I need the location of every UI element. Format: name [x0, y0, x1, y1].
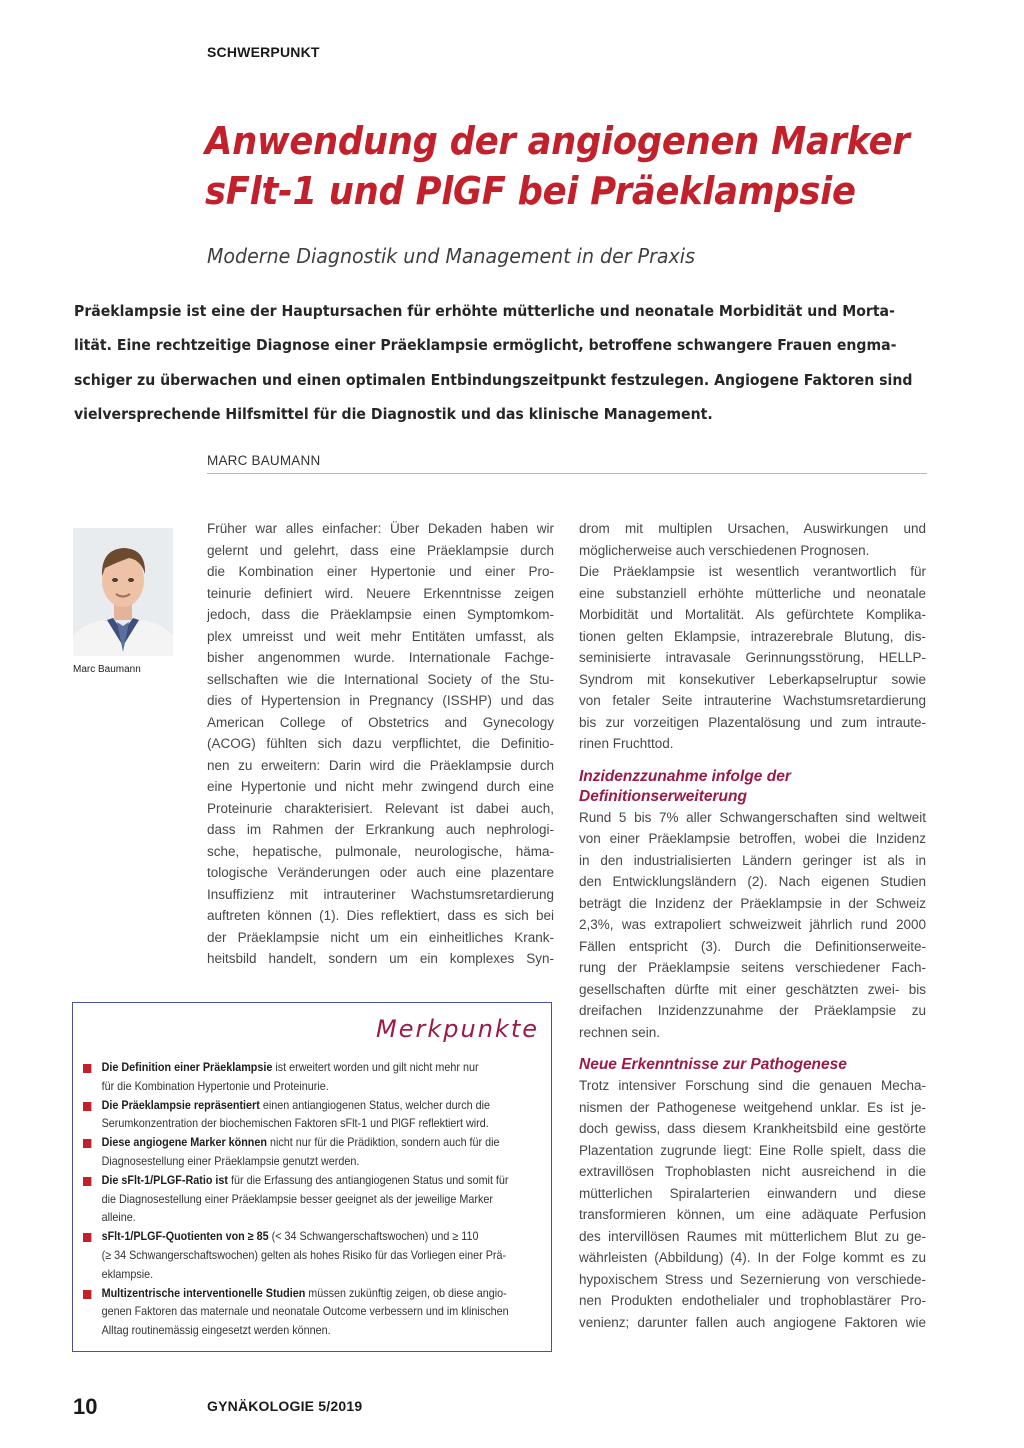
text-line: Insuffizienz mit intrauteriner Wachstumsretardierung — [207, 886, 554, 902]
text-line: jedoch, dass die Präeklampsie einen Symptomkom- — [207, 607, 554, 622]
text-line: Die Präeklampsie ist wesentlich verantwortlich für — [579, 564, 926, 579]
merkpunkte-title: Merkpunkte — [376, 1015, 539, 1043]
text-line: der Präeklampsie nicht um ein einheitliches Krank- — [207, 929, 554, 945]
text-line: eine Hypertonie und nicht mehr zwingend durch eine — [207, 779, 554, 794]
lead-line: vielversprechende Hilfsmittel für die Diagnostik und das klinische Management. — [74, 404, 713, 423]
subheading: Inzidenzzunahme infolge der — [579, 767, 791, 785]
list-item: sFlt-1/PLGF-Quotienten von ≥ 85 (< 34 Schwangerschaftswochen) und ≥ 110 (≥ 34 Schwangerschaftswochen) gelten als hohes Risiko für das Vorliegen einer Prä- eklampsie. — [83, 1228, 539, 1284]
text-line: extravillösen Trophoblasten nicht ausreichend in die — [579, 1164, 926, 1179]
list-item: Die sFlt-1/PLGF-Ratio ist für die Erfassung des antiangiogenen Status und somit für die Diagnosestellung einer Präeklampsie besser geeignet als der jeweilige Marker alleine. — [83, 1172, 539, 1228]
text-line: Früher war alles einfacher: Über Dekaden haben wir — [207, 521, 554, 536]
text-line: heitsbild handelt, sondern um ein komplexes Syn- — [207, 951, 554, 966]
text-line: gesellschaften dürfte mit einer geschätzten zwei- bis — [579, 981, 926, 997]
text-line: tionen gelten Eklampsie, intrazerebrale Blutung, dis- — [579, 628, 926, 644]
text-line: eine substanziell erhöhte mütterliche und neonatale — [579, 585, 926, 601]
text-line: Trotz intensiver Forschung sind die genauen Mecha- — [579, 1078, 926, 1093]
text-line: rung der Präeklampsie seitens verschiedener Fach- — [579, 960, 926, 975]
lead-paragraph — [74, 294, 928, 431]
text-line: plex umreisst und weit mehr Entitäten umfasst, als — [207, 628, 554, 644]
text-line: bis zur vorzeitigen Plazentalösung und zum intraute- — [579, 714, 926, 730]
text-line: Proteinurie charakterisiert. Relevant ist dabei auch, — [207, 800, 554, 816]
red-square-bullet-icon — [83, 1233, 91, 1242]
section-label: SCHWERPUNKT — [207, 44, 320, 60]
text-line: nen Produkten endothelialer und trophoblastärer Pro- — [579, 1293, 926, 1308]
list-item: Multizentrische interventionelle Studien müssen zukünftig zeigen, ob diese angio- genen Faktoren das maternale und neonatale Outcome verbessern und im klinischen Alltag routinemässig eingesetzt werden können. — [83, 1285, 539, 1341]
paragraph-gap — [579, 1043, 926, 1055]
red-square-bullet-icon — [83, 1290, 91, 1299]
journal-issue: GYNÄKOLOGIE 5/2019 — [207, 1398, 363, 1414]
title-line: Anwendung der angiogenen Marker — [205, 119, 910, 163]
text-line: 2,3%, was extrapoliert schweizweit jährlich rund 2000 — [579, 917, 926, 932]
text-line: hypoxischem Stress und Sezernierung von verschiede- — [579, 1271, 926, 1287]
author-name: MARC BAUMANN — [207, 453, 321, 468]
list-item: Die Definition einer Präeklampsie ist erweitert worden und gilt nicht mehr nur für die Kombination Hypertonie und Proteinurie. — [83, 1059, 539, 1097]
text-line: (ACOG) fühlten sich dazu verpflichtet, die Definitio- — [207, 736, 554, 751]
text-line: drom mit multiplen Ursachen, Auswirkungen und — [579, 521, 926, 536]
text-line: sche, hepatische, pulmonale, neurologische, häma- — [207, 843, 554, 859]
text-line: rinen Fruchttod. — [579, 736, 674, 751]
text-line: in den industrialisierten Ländern geringer ist als in — [579, 852, 926, 868]
author-portrait-icon — [73, 528, 173, 656]
text-line: bisher angenommen wurde. Internationale Fachge- — [207, 650, 554, 665]
article-subtitle: Moderne Diagnostik und Management in der Praxis — [207, 244, 695, 268]
subheading: Definitionserweiterung — [579, 787, 747, 805]
list-item: Die Präeklampsie repräsentiert einen antiangiogenen Status, welcher durch die Serumkonzentration der biochemischen Faktoren sFlt-1 und PlGF reflektiert wird. — [83, 1097, 539, 1135]
merkpunkte-list — [83, 1059, 541, 1341]
merkpunkte-box — [72, 1002, 552, 1352]
list-item: Diese angiogene Marker können nicht nur für die Prädiktion, sondern auch für die Diagnosestellung einer Präeklampsie genutzt werden. — [83, 1134, 539, 1172]
text-line: transformieren können, um eine adäquate Perfusion — [579, 1207, 926, 1222]
text-line: Syndrom mit konsekutiver Leberkapselruptur sowie — [579, 671, 926, 687]
author-photo — [73, 528, 173, 656]
text-line: sellschaften wie die International Society of the Stu- — [207, 671, 554, 687]
red-square-bullet-icon — [83, 1177, 91, 1186]
lead-line: Präeklampsie ist eine der Hauptursachen für erhöhte mütterliche und neonatale Morbidität und Morta- — [74, 302, 895, 320]
text-line: Morbidität und Mortalität. Als gefürchtete Komplika- — [579, 607, 926, 622]
text-line: währleisten (Abbildung) (4). In der Folge kommt es zu — [579, 1250, 926, 1265]
text-line: doch gewiss, dass diesem Krankheitsbild eine gestörte — [579, 1121, 926, 1136]
text-line: gelernt und gelehrt, dass eine Präeklampsie durch — [207, 542, 554, 558]
lead-line: schiger zu überwachen und einen optimalen Entbindungszeitpunkt festzulegen. Angiogene Faktoren sind — [74, 370, 913, 389]
paragraph-gap — [579, 755, 926, 767]
text-line: American College of Obstetrics and Gynecology — [207, 714, 554, 730]
body-column-2 — [579, 518, 926, 1333]
red-square-bullet-icon — [83, 1064, 91, 1073]
text-line: venienz; darunter fallen auch angiogene Faktoren wie — [579, 1314, 926, 1330]
text-line: von einer Präeklampsie betroffen, wobei die Inzidenz — [579, 831, 926, 846]
lead-line: lität. Eine rechtzeitige Diagnose einer Präeklampsie ermöglicht, betroffene schwangere Frauen engma- — [74, 336, 897, 355]
text-line: Fällen entspricht (3). Durch die Definitionserweite- — [579, 938, 926, 954]
text-line: des intervillösen Raumes mit mütterlichem Blut zu ge- — [579, 1228, 926, 1244]
text-line: teinurie definiert wird. Neuere Erkenntnisse zeigen — [207, 585, 554, 601]
text-line: seminisierte intravasale Gerinnungsstörung, HELLP- — [579, 650, 926, 665]
body-column-1 — [207, 518, 554, 970]
text-line: rechnen sein. — [579, 1024, 661, 1040]
title-line: sFlt-1 und PlGF bei Präeklampsie — [205, 169, 856, 213]
red-square-bullet-icon — [83, 1139, 91, 1148]
subheading: Neue Erkenntnisse zur Pathogenese — [579, 1056, 847, 1073]
photo-caption: Marc Baumann — [73, 664, 141, 675]
text-line: möglicherweise auch verschiedenen Prognosen. — [579, 542, 870, 558]
text-line: nen zu erweitern: Darin wird die Präeklampsie durch — [207, 757, 554, 773]
text-line: mütterlichen Spiralarterien einwandern und diese — [579, 1185, 926, 1201]
text-line: die Kombination einer Hypertonie und einer Pro- — [207, 564, 554, 579]
page-number: 10 — [73, 1394, 98, 1419]
text-line: Plazentation zugrunde liegt: Eine Rolle spielt, dass die — [579, 1142, 926, 1158]
text-line: Rund 5 bis 7% aller Schwangerschaften sind weltweit — [579, 809, 926, 825]
text-line: nismen der Pathogenese weitgehend unklar. Es ist je- — [579, 1099, 926, 1115]
text-line: dreifachen Inzidenzzunahme der Präeklampsie zu — [579, 1003, 926, 1018]
text-line: von fetaler Seite intrauterine Wachstumsretardierung — [579, 693, 926, 708]
text-line: tologische Veränderungen oder auch eine plazentare — [207, 865, 554, 880]
text-line: den Entwicklungsländern (2). Nach eigenen Studien — [579, 874, 926, 889]
article-title — [205, 116, 940, 216]
author-divider — [207, 473, 927, 474]
text-line: beträgt die Inzidenz der Präeklampsie in der Schweiz — [579, 895, 926, 911]
text-line: dass im Rahmen der Erkrankung auch nephrologi- — [207, 822, 554, 837]
text-line: auftreten können (1). Dies reflektiert, dass es sich bei — [207, 908, 554, 923]
red-square-bullet-icon — [83, 1102, 91, 1111]
text-line: dies of Hypertension in Pregnancy (ISSHP) und das — [207, 693, 554, 708]
